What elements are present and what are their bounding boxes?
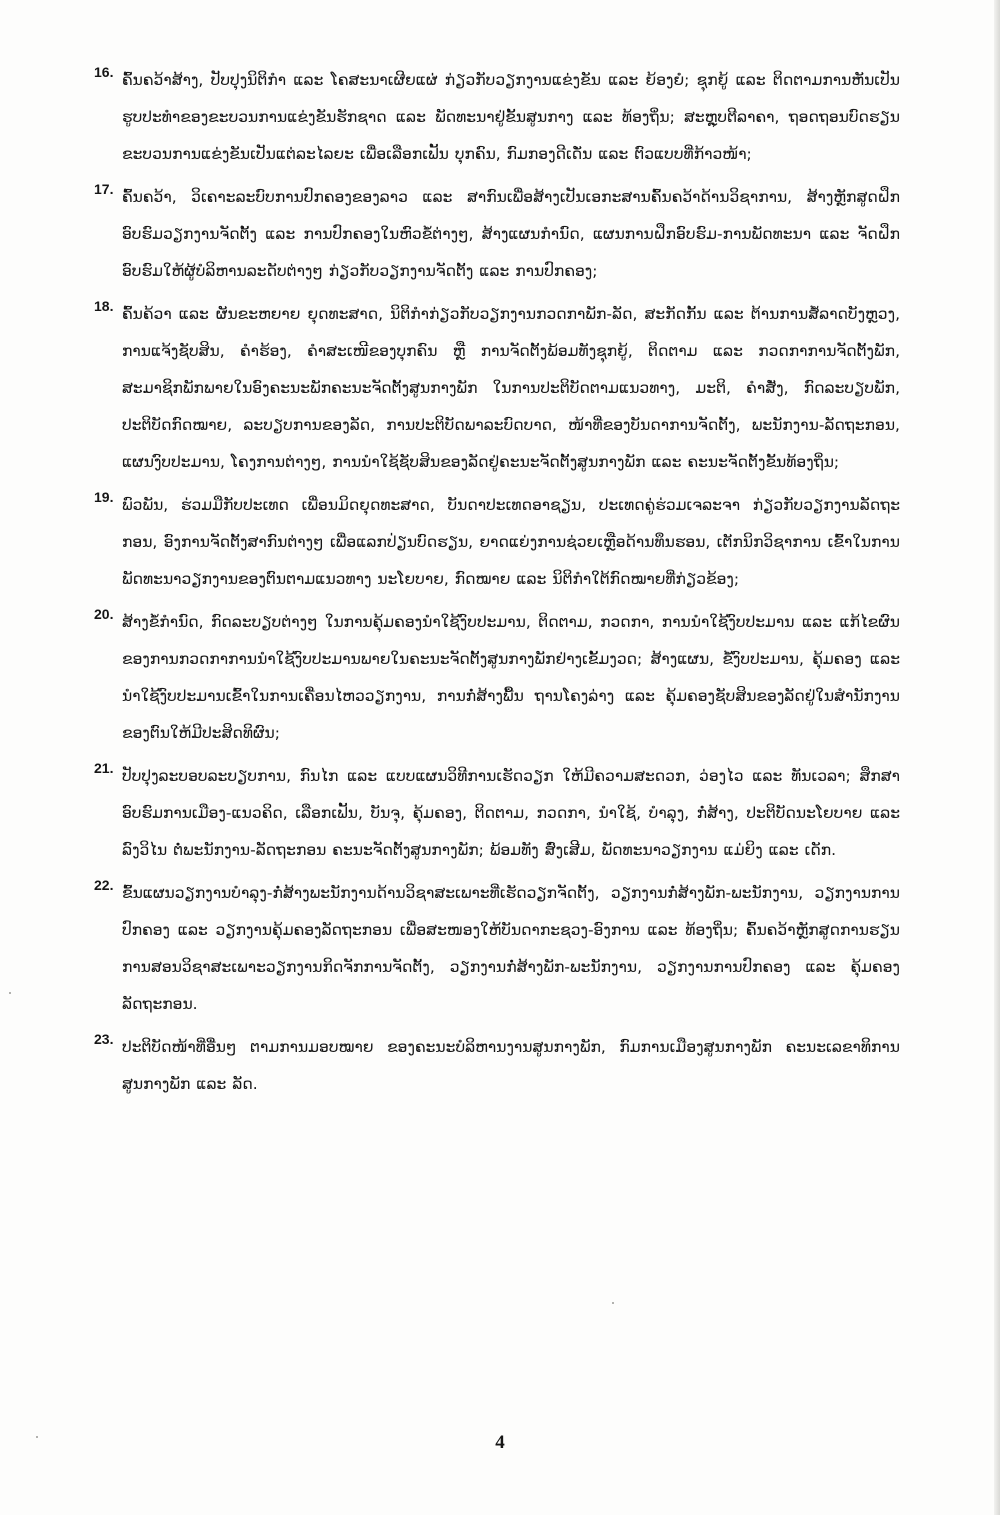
item-text: ຂົ້ນແຜນວຽກງານບຳລຸງ-ກໍ່ສ້າງພະນັກງານດ້ານວິຊາສະເພາະທີ່ເຮັດວຽກຈັດຕັ້ງ, ວຽກງານກໍ່ສ້າງພັກ-ພະນັກງານ, ວຽກງານການປົກຄອງ ແລະ ວຽກງານຄຸ້ມຄອງລັດຖະກອນ ເພື່ອສະໜອງໃຫ້ບັນດາກະຊວງ-ອົງການ ແລະ ທ້ອງຖິ່ນ; ຄົ້ນຄວ້າຫຼັກສູດການຮຽນການສອນວິຊາສະເພາະວຽກງານກິດຈັກການຈັດຕັ້ງ, ວຽກງານກໍ່ສ້າງພັກ-ພະນັກງານ, ວຽກງານການປົກຄອງ ແລະ ຄຸ້ມຄອງລັດຖະກອນ.: [122, 884, 900, 1013]
item-text: ຄົ້ນຄ້ວາ ແລະ ຜັນຂະຫຍາຍ ຍຸດທະສາດ, ນິຕິກຳກ່ຽວກັບວຽກງານກວດກາພັກ-ລັດ, ສະກັດກັ້ນ ແລະ ຕ້ານການສໍ້ລາດບັງຫຼວງ, ການແຈ້ງຊັບສິນ, ຄຳຮ້ອງ, ຄຳສະເໜີຂອງບຸກຄົນ ຫຼື ການຈັດຕັ້ງພ້ອມທັງຊຸກຍູ້, ຕິດຕາມ ແລະ ກວດກາການຈັດຕັ້ງພັກ, ສະມາຊິກພັກພາຍໃນອົງຄະນະພັກຄະນະຈັດຕັ້ງສູນກາງພັກ ໃນການປະຕິບັດຕາມແນວທາງ, ມະຕິ, ຄຳສັ່ງ, ກົດລະບຽບພັກ, ປະຕິບັດກົດໝາຍ, ລະບຽບການຂອງລັດ, ການປະຕິບັດພາລະບົດບາດ, ໜ້າທີ່ຂອງບັນດາການຈັດຕັ້ງ, ພະນັກງານ-ລັດຖະກອນ, ແຜນງົບປະມານ, ໂຄງການຕ່າງໆ, ການນຳໃຊ້ຊັບສິນຂອງລັດຢູ່ຄະນະຈັດຕັ້ງສູນກາງພັກ ແລະ ຄະນະຈັດຕັ້ງຂັ້ນທ້ອງຖິ່ນ;: [122, 305, 900, 471]
list-item: [94, 604, 900, 752]
list-item: [94, 758, 900, 869]
list-item: [94, 179, 900, 290]
item-text: ຄົ້ນຄວ້າ, ວິເຄາະລະບົບການປົກຄອງຂອງລາວ ແລະ ສາກົນເພື່ອສ້າງເປັນເອກະສານຄົ້ນຄວ້າດ້ານວິຊາການ, ສ້າງຫຼັກສູດຝຶກອົບຮົມວຽກງານຈັດຕັ້ງ ແລະ ການປົກຄອງໃນຫົວຂໍ້ຕ່າງໆ, ສ້າງແຜນກຳນົດ, ແຜນການຝຶກອົບຮົມ-ການພັດທະນາ ແລະ ຈັດຝຶກອົບຮົມໃຫ້ຜູ້ບໍລິຫານລະດັບຕ່າງໆ ກ່ຽວກັບວຽກງານຈັດຕັ້ງ ແລະ ການປົກຄອງ;: [122, 188, 900, 280]
item-number: 18.: [94, 298, 114, 314]
item-number: 22.: [94, 877, 114, 893]
list-item: [94, 1029, 900, 1103]
page-edge-shadow: [994, 0, 1000, 1515]
item-text: ປັບປຸງລະບອບລະບຽບການ, ກົນໄກ ແລະ ແບບແຜນວິທີການເຮັດວຽກ ໃຫ້ມີຄວາມສະດວກ, ວ່ອງໄວ ແລະ ທັນເວລາ; ສຶກສາອົບຮົມການເມືອງ-ແນວຄິດ, ເລືອກເຟັ້ນ, ບັນຈຸ, ຄຸ້ມຄອງ, ຕິດຕາມ, ກວດກາ, ນຳໃຊ້, ບຳລຸງ, ກໍ່ສ້າງ, ປະຕິບັດນະໂຍບາຍ ແລະ ລົງວິໄນ ຕໍ່ພະນັກງານ-ລັດຖະກອນ ຄະນະຈັດຕັ້ງສູນກາງພັກ; ພ້ອມທັງ ສົ່ງເສີມ, ພັດທະນາວຽກງານ ແມ່ຍິງ ແລະ ເດັກ.: [122, 767, 900, 859]
item-number: 17.: [94, 181, 114, 197]
item-text: ສ້າງຂໍ້ກຳນົດ, ກົດລະບຽບຕ່າງໆ ໃນການຄຸ້ມຄອງນຳໃຊ້ງົບປະມານ, ຕິດຕາມ, ກວດກາ, ການນຳໃຊ້ງົບປະມານ ແລະ ແກ້ໄຂຜົນຂອງການກວດກາການນຳໃຊ້ງົບປະມານພາຍໃນຄະນະຈັດຕັ້ງສູນກາງພັກຢ່າງເຂັ້ມງວດ; ສ້າງແຜນ, ຂໍ້ງົບປະມານ, ຄຸ້ມຄອງ ແລະ ນຳໃຊ້ງົບປະມານເຂົ້າໃນການເຄື່ອນໄຫວວຽກງານ, ການກໍ່ສ້າງພື້ນ ຖານໂຄງລ່າງ ແລະ ຄຸ້ມຄອງຊັບສິນຂອງລັດຢູ່ໃນສຳນັກງານຂອງຕົນໃຫ້ມີປະສິດທິຜົນ;: [122, 613, 900, 742]
list-item: [94, 487, 900, 598]
scan-speck: [9, 992, 11, 994]
scan-speck: [612, 1302, 614, 1304]
item-number: 16.: [94, 64, 114, 80]
page-number: 4: [495, 1432, 505, 1453]
item-text: ປະຕິບັດໜ້າທີ່ອື່ນໆ ຕາມການມອບໝາຍ ຂອງຄະນະບໍລິຫານງານສູນກາງພັກ, ກົມການເມືອງສູນກາງພັກ ຄະນະເລຂາທິການສູນກາງພັກ ແລະ ລັດ.: [122, 1038, 900, 1093]
item-number: 21.: [94, 760, 114, 776]
item-text: ພົວພັນ, ຮ່ວມມືກັບປະເທດ ເພື່ອນມິດຍຸດທະສາດ, ບັນດາປະເທດອາຊຽນ, ປະເທດຄູ່ຮ່ວມເຈລະຈາ ກ່ຽວກັບວຽກງານລັດຖະກອນ, ອົງການຈັດຕັ້ງສາກົນຕ່າງໆ ເພື່ອແລກປ່ຽນບົດຮຽນ, ຍາດແຍ່ງການຊ່ວຍເຫຼືອດ້ານທຶນຮອນ, ເຕັກນິກວິຊາການ ເຂົ້າໃນການພັດທະນາວຽກງານຂອງຕົນຕາມແນວທາງ ນະໂຍບາຍ, ກົດໝາຍ ແລະ ນິຕິກຳໃຕ້ກົດໝາຍທີ່ກ່ຽວຂ້ອງ;: [122, 496, 900, 588]
scan-speck: [36, 1436, 38, 1438]
item-number: 20.: [94, 606, 114, 622]
item-number: 19.: [94, 489, 114, 505]
list-item: [94, 62, 900, 173]
item-number: 23.: [94, 1031, 114, 1047]
list-item: [94, 296, 900, 481]
list-item: [94, 875, 900, 1023]
item-text: ຄົ້ນຄວ້າສ້າງ, ປັບປຸງນິຕິກຳ ແລະ ໂຄສະນາເຜີຍແຜ່ ກ່ຽວກັບວຽກງານແຂ່ງຂັນ ແລະ ຍ້ອງຍໍ; ຊຸກຍູ້ ແລະ ຕິດຕາມການຫັນເປັນຮູບປະທຳຂອງຂະບວນການແຂ່ງຂັນຮັກຊາດ ແລະ ພັດທະນາຢູ່ຂັ້ນສູນກາງ ແລະ ທ້ອງຖິ່ນ; ສະຫຼຸບຕີລາຄາ, ຖອດຖອນບົດຮຽນຂະບວນການແຂ່ງຂັນເປັນແຕ່ລະໄລຍະ ເພື່ອເລືອກເຟັ້ນ ບຸກຄົນ, ກົມກອງດີເດັ່ນ ແລະ ຕົວແບບທີ່ກ້າວໜ້າ;: [122, 71, 900, 163]
numbered-list: [94, 62, 900, 1109]
